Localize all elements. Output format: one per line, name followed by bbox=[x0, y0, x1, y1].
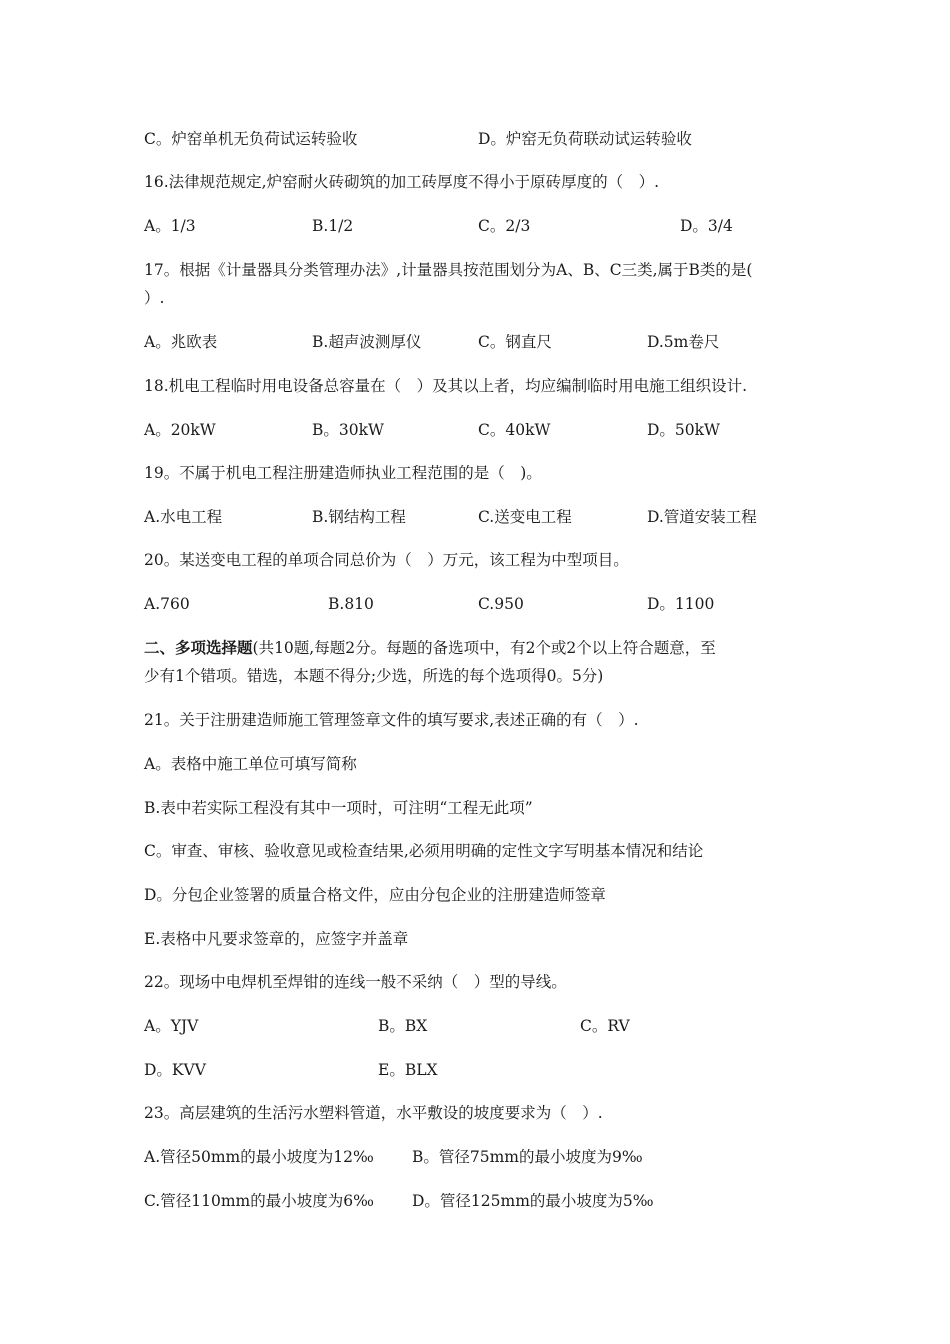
q16-stem: 16.法律规范规定,炉窑耐火砖砌筑的加工砖厚度不得小于原砖厚度的（ ）. bbox=[144, 173, 660, 191]
q23-option-c: C.管径110mm的最小坡度为6‰ bbox=[144, 1192, 374, 1210]
q15-option-c: C。炉窑单机无负荷试运转验收 bbox=[144, 130, 358, 148]
q23-option-d: D。管径125mm的最小坡度为5‰ bbox=[412, 1192, 654, 1210]
q21-option-c: C。审查、审核、验收意见或检查结果,必须用明确的定性文字写明基本情况和结论 bbox=[144, 842, 704, 860]
q22-stem: 22。现场中电焊机至焊钳的连线一般不采纳（ ）型的导线。 bbox=[144, 973, 567, 991]
q22-option-b: B。BX bbox=[378, 1017, 428, 1035]
q21-option-b: B.表中若实际工程没有其中一项时，可注明“工程无此项” bbox=[144, 799, 533, 817]
section2-heading: 二、多项选择题 bbox=[144, 638, 253, 657]
q23-option-b: B。管径75mm的最小坡度为9‰ bbox=[412, 1148, 643, 1166]
q18-option-a: A。20kW bbox=[144, 421, 216, 439]
q20-option-b: B.810 bbox=[328, 595, 374, 613]
q22-option-d: D。KVV bbox=[144, 1061, 206, 1079]
q19-option-c: C.送变电工程 bbox=[478, 508, 572, 526]
q15-option-d: D。炉窑无负荷联动试运转验收 bbox=[478, 130, 692, 148]
q21-stem: 21。关于注册建造师施工管理签章文件的填写要求,表述正确的有（ ）. bbox=[144, 711, 639, 729]
q22-option-a: A。YJV bbox=[144, 1017, 199, 1035]
q18-option-c: C。40kW bbox=[478, 421, 551, 439]
q22-option-e: E。BLX bbox=[378, 1061, 438, 1079]
q20-option-d: D。1100 bbox=[647, 595, 715, 613]
q16-option-b: B.1/2 bbox=[312, 217, 354, 235]
q19-option-d: D.管道安装工程 bbox=[647, 508, 757, 526]
q16-option-a: A。1/3 bbox=[144, 217, 196, 235]
q20-option-c: C.950 bbox=[478, 595, 524, 613]
q19-option-a: A.水电工程 bbox=[144, 508, 223, 526]
q18-option-b: B。30kW bbox=[312, 421, 384, 439]
q20-option-a: A.760 bbox=[144, 595, 190, 613]
q21-option-d: D。分包企业签署的质量合格文件，应由分包企业的注册建造师签章 bbox=[144, 886, 606, 904]
q16-option-d: D。3/4 bbox=[680, 217, 733, 235]
q17-option-d: D.5m卷尺 bbox=[647, 333, 720, 351]
q23-option-a: A.管径50mm的最小坡度为12‰ bbox=[144, 1148, 374, 1166]
q18-stem: 18.机电工程临时用电设备总容量在（ ）及其以上者，均应编制临时用电施工组织设计. bbox=[144, 377, 748, 395]
q17-stem-line1: 17。根据《计量器具分类管理办法》,计量器具按范围划分为A、B、C三类,属于B类的是( bbox=[144, 261, 753, 279]
q23-stem: 23。高层建筑的生活污水塑料管道，水平敷设的坡度要求为（ ）. bbox=[144, 1104, 603, 1122]
q17-option-b: B.超声波测厚仪 bbox=[312, 333, 422, 351]
q17-stem-line2: ）. bbox=[144, 289, 165, 307]
q21-option-e: E.表格中凡要求签章的，应签字并盖章 bbox=[144, 930, 409, 948]
section2-line1 bbox=[144, 638, 716, 658]
section2-desc-line2: 少有1个错项。错选，本题不得分;少选，所选的每个选项得0。5分) bbox=[144, 667, 604, 685]
q21-option-a: A。表格中施工单位可填写简称 bbox=[144, 755, 357, 773]
section2-desc-line1: (共10题,每题2分。每题的备选项中，有2个或2个以上符合题意，至 bbox=[252, 639, 716, 657]
q20-stem: 20。某送变电工程的单项合同总价为（ ）万元，该工程为中型项目。 bbox=[144, 551, 629, 569]
q19-stem: 19。不属于机电工程注册建造师执业工程范围的是（ )。 bbox=[144, 464, 542, 482]
q22-option-c: C。RV bbox=[580, 1017, 630, 1035]
q17-option-a: A。兆欧表 bbox=[144, 333, 218, 351]
q19-option-b: B.钢结构工程 bbox=[312, 508, 406, 526]
q18-option-d: D。50kW bbox=[647, 421, 720, 439]
q17-option-c: C。钢直尺 bbox=[478, 333, 552, 351]
q16-option-c: C。2/3 bbox=[478, 217, 531, 235]
